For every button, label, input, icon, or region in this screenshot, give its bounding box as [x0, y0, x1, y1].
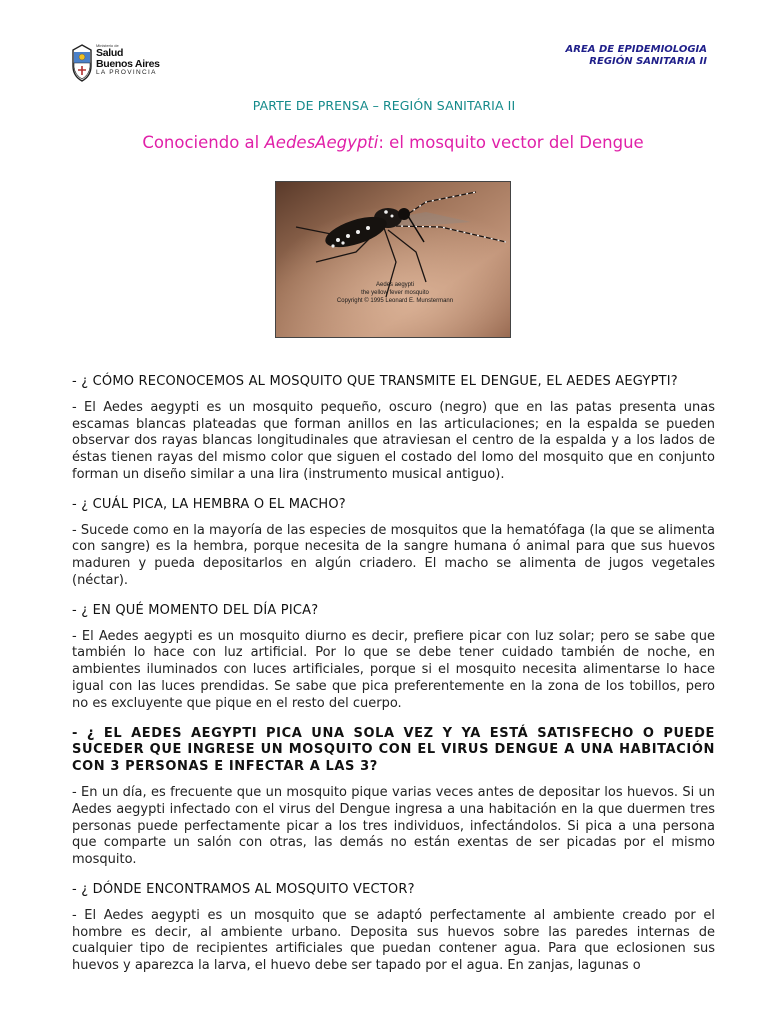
question-heading: - ¿ EL AEDES AEGYPTI PICA UNA SOLA VEZ Y YA ESTÁ SATISFECHO O PUEDE SUCEDER QUE INGRESE UN MOSQUITO CON EL VIRUS DENGUE A UNA HABITACIÓN CON 3 PERSONAS E INFECTAR A LAS 3? — [72, 725, 715, 775]
photo-caption — [310, 281, 480, 305]
caption-copyright: Copyright © 1995 Leonard E. Munstermann — [336, 298, 454, 304]
department-header — [566, 44, 707, 68]
mosquito-photo — [275, 181, 511, 338]
question-heading: - ¿ CUÁL PICA, LA HEMBRA O EL MACHO? — [72, 496, 346, 512]
answer-paragraph: - El Aedes aegypti es un mosquito que se adaptó perfectamente al ambiente creado por el hombre es decir, al ambiente urbano. Deposita sus huevos sobre las paredes internas de cualquier tipo de recipientes artificiales que puedan contener agua. Para que eclosionen sus huevos y aparezca la larva, el huevo debe ser tapado por el agua. En zanjas, lagunas o — [72, 907, 715, 974]
title-prefix: Conociendo al — [142, 133, 265, 152]
ministry-logo — [72, 44, 164, 82]
province-shield-icon — [72, 44, 92, 82]
question-heading: - ¿ DÓNDE ENCONTRAMOS AL MOSQUITO VECTOR? — [72, 881, 415, 897]
logo-salud: Salud — [96, 47, 124, 59]
answer-paragraph: - El Aedes aegypti es un mosquito diurno es decir, prefiere picar con luz solar; pero se sabe que también lo hace con luz artificial. Por lo que se debe tener cuidado también de noche, en ambientes iluminados con luces artificiales, porque si el mosquito necesita alimentarse lo hace igual con las luces prendidas. Se sabe que pica preferentemente en la zona de los tobillos, pero no es excluyente que pique en el resto del cuerpo. — [72, 628, 715, 711]
caption-common-name: the yellow fever mosquito — [361, 290, 429, 296]
question-heading: - ¿ EN QUÉ MOMENTO DEL DÍA PICA? — [72, 602, 319, 618]
department-name: AREA DE EPIDEMIOLOGIA — [565, 44, 707, 55]
mosquito-illustration-icon — [276, 182, 510, 337]
region-name: REGIÓN SANITARIA II — [589, 56, 707, 67]
document-body — [72, 374, 715, 988]
logo-buenos-aires: Buenos Aires — [96, 57, 160, 70]
answer-paragraph: - Sucede como en la mayoría de las especies de mosquitos que la hematófaga (la que se alimenta con sangre) es la hembra, porque necesita de la sangre humana ó animal para que sus huevos maduren y pueda depositarlos en algún criadero. El macho se alimenta de jugos vegetales (néctar). — [72, 522, 715, 588]
logo-la-provincia: LA PROVINCIA — [96, 69, 157, 76]
title-species: AedesAegypti — [264, 133, 379, 152]
answer-paragraph: - En un día, es frecuente que un mosquito pique varias veces antes de depositar los huevos. Si un Aedes aegypti infectado con el virus del Dengue ingresa a una habitación en la que duermen tres personas puede perfectamente picar a los tres individuos, infectándolos. Si pica a una persona que comparte un salón con otras, las demás no están exentas de ser picadas por el mismo mosquito. — [72, 784, 715, 868]
question-heading: - ¿ CÓMO RECONOCEMOS AL MOSQUITO QUE TRANSMITE EL DENGUE, EL AEDES AEGYPTI? — [72, 374, 678, 389]
answer-paragraph: - El Aedes aegypti es un mosquito pequeño, oscuro (negro) que en las patas presenta unas escamas blancas plateadas que forman anillos en las articulaciones; en la espalda se pueden observar dos rayas blancas longitudinales que atraviesan el centro de la espalda y a los lados de éstas tienen rayas del mismo color que siguen el costado del lomo del mosquito que en conjunto forman un diseño similar a una lira (instrumento musical antiguo). — [72, 399, 715, 482]
document-title — [0, 133, 768, 152]
press-release-label: PARTE DE PRENSA – REGIÓN SANITARIA II — [252, 98, 516, 113]
caption-species: Aedes aegypti — [375, 282, 415, 288]
logo-ministry-label: Ministerio de — [96, 43, 119, 48]
title-suffix: : el mosquito vector del Dengue — [378, 133, 644, 152]
